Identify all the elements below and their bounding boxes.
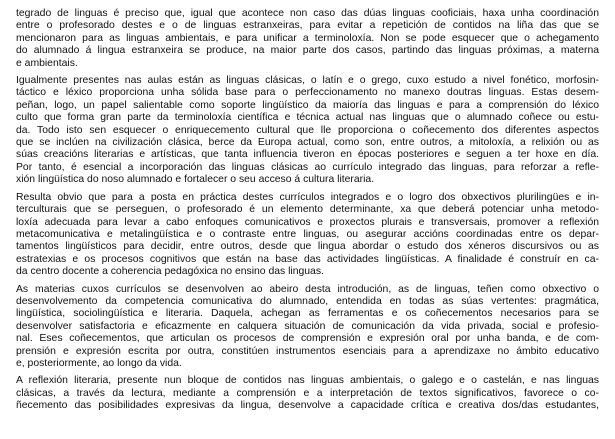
- text-line: peñan, logo, un papel salientable como soporte lingüístico da maioría das linguas e para a comprensión do léxico: [16, 99, 599, 111]
- text-line: da centro docente a coherencia pedagóxica no ensino das linguas.: [16, 266, 324, 278]
- paragraph-language-coordination: [16, 8, 599, 70]
- paragraph-teaching-staff: [16, 192, 599, 279]
- paragraph-literary-reflection: [16, 375, 599, 412]
- text-line: Igualmente presentes nas aulas están as linguas clásicas, o latín e o grego, cuxo estudo a nivel fonético, morfosin-: [16, 75, 599, 87]
- text-line: culto que forma gran parte da terminoloxía científica e técnica actual nas linguas que o alumnado coñece ou estu-: [16, 112, 599, 124]
- paragraph-classical-languages: [16, 75, 599, 187]
- text-line: clásicas, a través da lectura, mediante a comprensión e a interpretación de textos significativos, favorece o co-: [16, 387, 599, 399]
- text-line: metacomunicativa e metalingüística e o contraste entre linguas, ou asegurar accións coordinadas entre os depar-: [16, 228, 599, 240]
- text-line: que se inclúen na civilización clásica, berce da Europa actual, como son, entre outros, a mitoloxía, a relixión ou as: [16, 137, 599, 149]
- text-line: táctico e léxico proporciona unha sólida base para o perfeccionamento no manexo doutras linguas. Estas desem-: [16, 87, 599, 99]
- text-line: loxía adecuada para levar a cabo enfoques comunicativos e proxectos plurais e transversais, promover a reflexión: [16, 216, 599, 228]
- text-line: terculturais que se perseguen, o profesorado é un elemento determinante, xa que deberá potenciar unha metodo-: [16, 204, 599, 216]
- text-line: da. Todo isto sen esquecer o enriquecemento cultural que lle proporciona o coñecemento dos diferentes aspectos: [16, 124, 599, 136]
- text-line: A reflexión literaria, presente nun bloque de contidos nas linguas ambientais, o galego e o castelán, e nas linguas: [16, 375, 599, 387]
- paragraph-communicative-competence: [16, 284, 599, 371]
- text-line: e, posteriormente, ao longo da vida.: [16, 357, 182, 369]
- text-line: entre o profesorado destes e o de linguas estranxeiras, para evitar a repetición de contidos na liña das que se: [16, 20, 599, 32]
- text-line: Resulta obvio que para a posta en práctica destes currículos integrados e o logro dos obxectivos plurilingües e in-: [16, 191, 599, 203]
- text-line: estratexias e os procesos cognitivos que están na base das actividades lingüísticas. A finalidade é construír en ca-: [16, 253, 599, 265]
- text-line: prensión e expresión escrita por outra, constitúen instrumentos esenciais para a aprendizaxe no ámbito educativo: [16, 345, 599, 357]
- text-line: e ambientais.: [16, 57, 78, 69]
- text-line: nal. Eses coñecementos, que articulan os procesos de comprensión e expresión oral por unha banda, e de com-: [16, 333, 599, 345]
- text-line: As materias cuxos currículos se desenvolven ao abeiro desta introdución, as de linguas, teñen como obxectivo o: [16, 283, 599, 295]
- text-line: do alumnado á lingua estranxeira se produce, na maior parte dos casos, partindo das linguas próximas, a materna: [16, 45, 599, 57]
- text-line: desenvolver satisfactoria e eficazmente en calquera situación de comunicación da vida privada, social e profesio-: [16, 320, 599, 332]
- text-line: xión lingüística do noso alumnado e fortalecer o seu acceso á cultura literaria.: [16, 174, 375, 186]
- text-line: lingüística, sociolingüística e literaria. Daquela, achegan as ferramentas e os coñecementos necesarios para se: [16, 308, 599, 320]
- text-line: desenvolvemento da competencia comunicativa do alumnado, entendida en todas as súas vertentes: pragmática,: [16, 295, 599, 307]
- text-line: tegrado de linguas é preciso que, igual que acontece non caso das dúas linguas cooficiais, haxa unha coordinación: [16, 8, 599, 19]
- text-line: ñecemento das posibilidades expresivas da lingua, desenvolve a capacidade crítica e creativa dos/das estudantes,: [16, 400, 599, 412]
- text-line: Por tanto, é esencial a incorporación das linguas clásicas ao currículo integrado das linguas, para reforzar a refle-: [16, 161, 599, 173]
- text-line: tamentos lingüísticos para decidir, entre outros, desde que lingua abordar o estudo dos xéneros discursivos ou as: [16, 241, 599, 253]
- text-line: súas creacións literarias e artísticas, que tanta influencia tiveron en épocas posteriores e seguen a ter hoxe en día.: [16, 149, 599, 161]
- text-line: mencionaron para as linguas ambientais, e para unificar a terminoloxía. Non se pode esquecer que o achegamento: [16, 32, 599, 44]
